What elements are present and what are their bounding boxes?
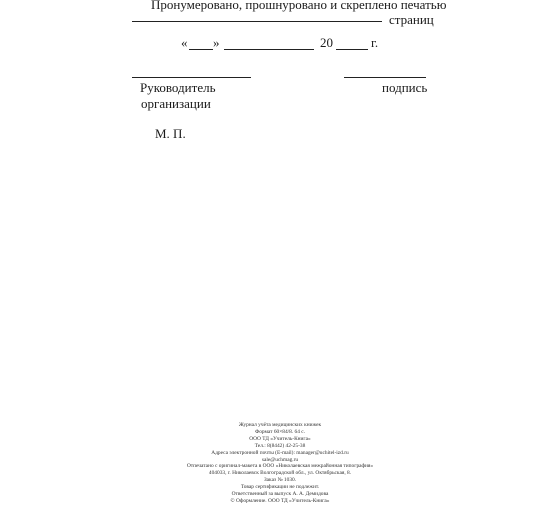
imprint-line: Товар сертификации не подлежит. <box>240 484 320 491</box>
imprint-line: sale@uchmag.ru <box>261 456 299 463</box>
imprint-line: Тел.: 8(8442) 42-25-38 <box>254 442 306 449</box>
year-prefix: 20 <box>320 35 333 50</box>
imprint-line: Заказ № 1030. <box>263 477 297 484</box>
head-title-line1: Руководитель <box>140 80 216 95</box>
imprint-line: Ответственный за выпуск А. А. Демидова <box>231 491 329 498</box>
imprint-line: Журнал учёта медицинских книжек <box>238 422 322 428</box>
signature-line <box>344 77 426 78</box>
year-line <box>336 49 368 50</box>
imprint-block <box>180 422 380 505</box>
pages-label: страниц <box>389 12 434 27</box>
pages-count-line <box>132 21 382 22</box>
head-name-line <box>132 77 251 78</box>
imprint-line: © Оформление. ООО ТД «Учитель-Книга» <box>230 497 330 504</box>
year-suffix: г. <box>371 35 379 50</box>
imprint-line: Отпечатано с оригинал-макета в ООО «Николаевская межрайонная типография» <box>186 463 374 470</box>
certification-heading: Пронумеровано, прошнуровано и скреплено печатью <box>151 0 447 12</box>
head-title-line2: организации <box>141 96 211 111</box>
imprint-line: Адреса электронной почты (E-mail): manager@uchitel-izd.ru <box>211 449 349 456</box>
imprint-line: Формат 60×84/8. 64 с. <box>254 428 306 435</box>
date-open-quote: « <box>181 35 188 50</box>
imprint-line: ООО ТД «Учитель-Книга» <box>249 435 311 442</box>
date-close-quote: » <box>213 35 220 50</box>
imprint-line: 404033, г. Николаевск Волгоградской обл., ул. Октябрьская, 8. <box>208 470 352 477</box>
seal-label: М. П. <box>155 126 186 141</box>
month-line <box>224 49 314 50</box>
day-line <box>189 49 213 50</box>
signature-label: подпись <box>382 80 428 95</box>
